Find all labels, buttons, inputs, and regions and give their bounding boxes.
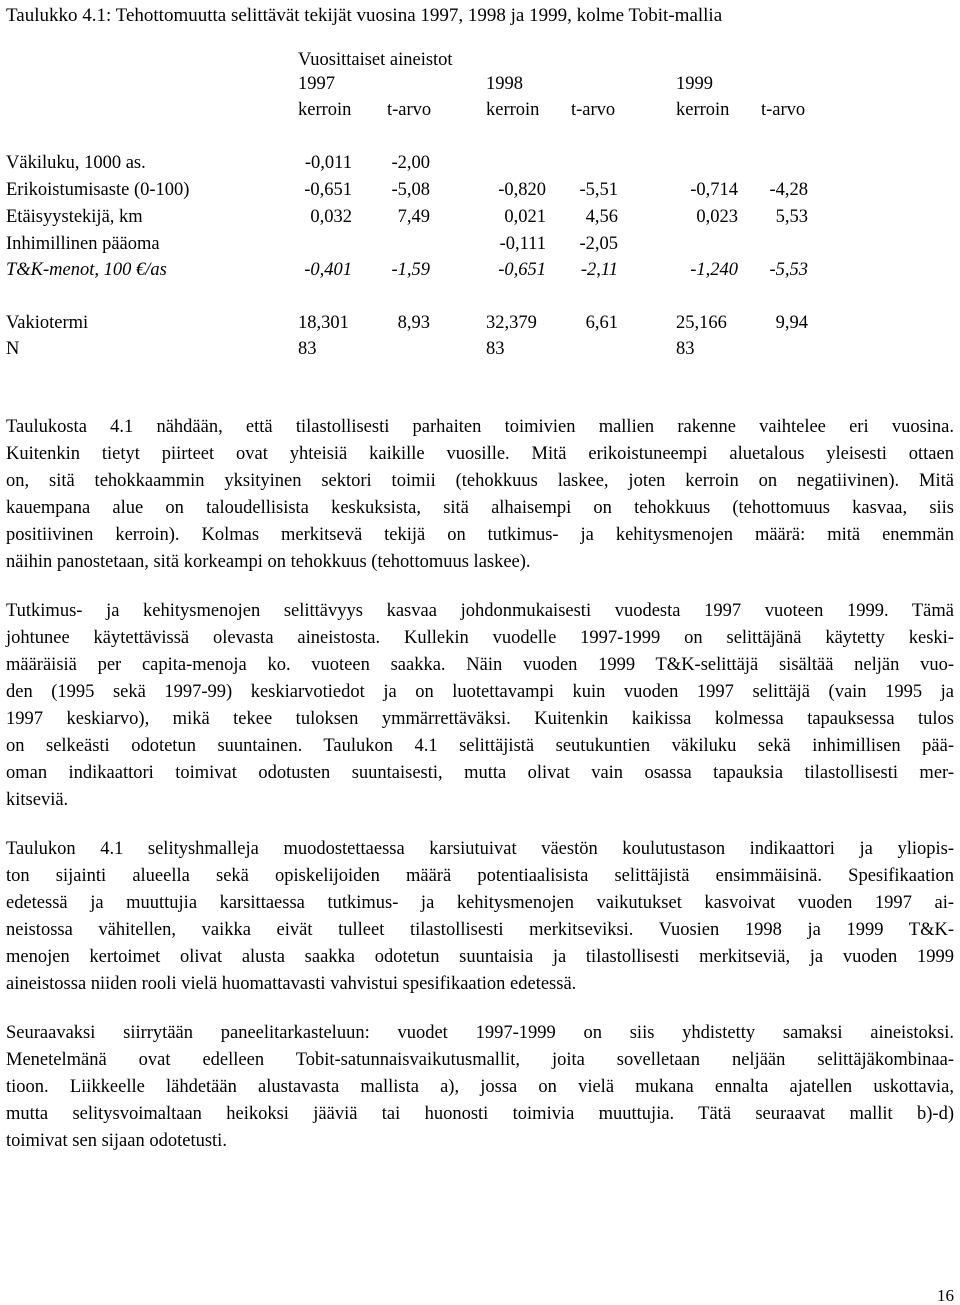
paragraph-line: 1997 keskiarvo), mikä tekee tuloksen ymmärrettäväksi. Kuitenkin kaikissa kolmessa tapauksessa tulos (6, 709, 954, 729)
paragraph-line: määräisiä per capita-menoja ko. vuoteen saakka. Näin vuoden 1999 T&K-selittäjä sisältää neljän vuo- (6, 655, 954, 675)
year-header-1999: 1999 (676, 74, 713, 94)
table-cell: 32,379 (486, 313, 537, 333)
table-cell: -4,28 (769, 180, 808, 200)
subheader-kerroin-1997: kerroin (298, 100, 352, 120)
paragraph-line: oman indikaattori toimivat odotusten suuntaisesti, mutta olivat vain osassa tapauksia tilastollisesti mer- (6, 763, 954, 783)
table-cell: -0,111 (499, 234, 546, 254)
table-cell: -2,05 (579, 234, 618, 254)
row-label-tk-menot: T&K-menot, 100 €/as (6, 260, 167, 280)
table-cell: 0,021 (504, 207, 546, 227)
paragraph-line: edetessä ja muuttujia karsittaessa tutkimus- ja kehitysmenojen vaikutukset kasvoivat vuoden 1997 ai- (6, 893, 954, 913)
table-cell: -5,53 (769, 260, 808, 280)
subheader-tarvo-1998: t-arvo (571, 100, 616, 120)
table-cell: 6,61 (585, 313, 618, 333)
table-cell: 5,53 (775, 207, 808, 227)
paragraph-line: on, sitä tehokkaammin yksityinen sektori toimii (tehokkuus laskee, joten kerroin on negatiivinen). Mitä (6, 471, 954, 491)
paragraph-line: on selkeästi odotetun suuntainen. Taulukon 4.1 selittäjistä seutukuntien väkiluku sekä inhimillisen pää- (6, 736, 954, 756)
table-cell: 0,023 (696, 207, 738, 227)
table-cell: -0,651 (498, 260, 546, 280)
row-label-vakiluku: Väkiluku, 1000 as. (6, 153, 146, 173)
table-caption: Taulukko 4.1: Tehottomuutta selittävät tekijät vuosina 1997, 1998 ja 1999, kolme Tobit-mallia (6, 5, 723, 26)
paragraph-line: menojen kertoimet olivat alusta saakka odotetun suuntaisia ja tilastollisesti merkitseviä, ja vuoden 1999 (6, 947, 954, 967)
paragraph-4 (6, 1020, 954, 1155)
row-label-etaisyystekija: Etäisyystekijä, km (6, 207, 143, 227)
table-cell: -2,11 (580, 260, 618, 280)
table-cell: -0,401 (304, 260, 352, 280)
paragraph-1 (6, 414, 954, 576)
table-cell: 0,032 (310, 207, 352, 227)
table-cell: -1,59 (391, 260, 430, 280)
table-cell: 9,94 (775, 313, 808, 333)
paragraph-line: Menetelmänä ovat edelleen Tobit-satunnaisvaikutusmallit, joita sovelletaan neljään selittäjäkombinaa- (6, 1050, 954, 1070)
table-cell: 25,166 (676, 313, 727, 333)
table-cell: 4,56 (585, 207, 618, 227)
table-cell: 8,93 (397, 313, 430, 333)
row-label-inhimillinen-paaoma: Inhimillinen pääoma (6, 234, 160, 254)
table-cell: -5,51 (579, 180, 618, 200)
paragraph-line: Tutkimus- ja kehitysmenojen selittävyys kasvaa johdonmukaisesti vuodesta 1997 vuoteen 1999. Tämä (6, 601, 954, 621)
paragraph-line: Kuitenkin tietyt piirteet ovat yhteisiä kaikille vuosille. Mitä erikoistuneempi aluetalous yleisesti ottaen (6, 444, 954, 464)
paragraph-line: kitseviä. (6, 790, 69, 810)
table-cell: 83 (298, 339, 317, 359)
paragraph-line: näihin panostetaan, sitä korkeampi on tehokkuus (tehottomuus laskee). (6, 552, 531, 572)
subheader-tarvo-1999: t-arvo (761, 100, 806, 120)
paragraph-line: Taulukosta 4.1 nähdään, että tilastollisesti parhaiten toimivien mallien rakenne vaihtelee eri vuosina. (6, 417, 954, 437)
paragraph-line: johtunee käytettävissä olevasta aineistosta. Kullekin vuodelle 1997-1999 on selittäjänä käytetty keski- (6, 628, 954, 648)
table-cell: -0,820 (498, 180, 546, 200)
table-cell: 83 (486, 339, 505, 359)
year-header-1997: 1997 (298, 74, 335, 94)
paragraph-line: mutta selitysvoimaltaan heikoksi jääviä tai huonosti toimivia muuttujia. Tätä seuraavat mallit b)-d) (6, 1104, 954, 1124)
paragraph-line: neistossa vähitellen, vaikka eivät tulleet tilastollisesti merkitseviksi. Vuosien 1998 ja 1999 T&K- (6, 920, 954, 940)
year-header-1998: 1998 (486, 74, 523, 94)
table-cell: -1,240 (690, 260, 738, 280)
paragraph-line: positiivinen kerroin). Kolmas merkitsevä tekijä on tutkimus- ja kehitysmenojen määrä: mitä enemmän (6, 525, 954, 545)
table-group-header: Vuosittaiset aineistot (298, 50, 453, 70)
subheader-kerroin-1999: kerroin (676, 100, 730, 120)
row-label-n: N (6, 339, 20, 359)
subheader-tarvo-1997: t-arvo (387, 100, 432, 120)
paragraph-line: ton sijainti alueella sekä opiskelijoiden määrä potentiaalisista selittäjistä ensimmäisinä. Spesifikaation (6, 866, 954, 886)
paragraph-line: kauempana alue on taloudellisista keskuksista, sitä alhaisempi on tehokkuus (tehottomuus kasvaa, siis (6, 498, 954, 518)
table-cell: -2,00 (391, 153, 430, 173)
page-number: 16 (937, 1286, 954, 1305)
paragraph-3 (6, 836, 954, 998)
table-cell: 7,49 (397, 207, 430, 227)
table-cell: 18,301 (298, 313, 349, 333)
table-cell: -0,011 (304, 153, 352, 173)
paragraph-line: den (1995 sekä 1997-99) keskiarvotiedot ja on luotettavampi kuin vuoden 1997 selittäjä (vain 1995 ja (6, 682, 954, 702)
paragraph-line: Taulukon 4.1 selityshmalleja muodostettaessa karsiutuivat väestön koulutustason indikaattori ja yliopis- (6, 839, 954, 859)
paragraph-line: tioon. Liikkeelle lähdetään alustavasta mallista a), jossa on vielä mukana ennalta ajatellen uskottavia, (6, 1077, 954, 1097)
paragraph-line: toimivat sen sijaan odotetusti. (6, 1131, 227, 1151)
row-label-vakiotermi: Vakiotermi (6, 313, 89, 333)
paragraph-2 (6, 598, 954, 814)
paragraph-line: Seuraavaksi siirrytään paneelitarkasteluun: vuodet 1997-1999 on siis yhdistetty samaksi aineistoksi. (6, 1023, 954, 1043)
table-cell: 83 (676, 339, 695, 359)
table-cell: -5,08 (391, 180, 430, 200)
paragraph-line: aineistossa niiden rooli vielä huomattavasti vahvistui spesifikaation edetessä. (6, 974, 577, 994)
subheader-kerroin-1998: kerroin (486, 100, 540, 120)
table-cell: -0,651 (304, 180, 352, 200)
row-label-erikoistumisaste: Erikoistumisaste (0-100) (6, 180, 190, 200)
table-cell: -0,714 (690, 180, 738, 200)
